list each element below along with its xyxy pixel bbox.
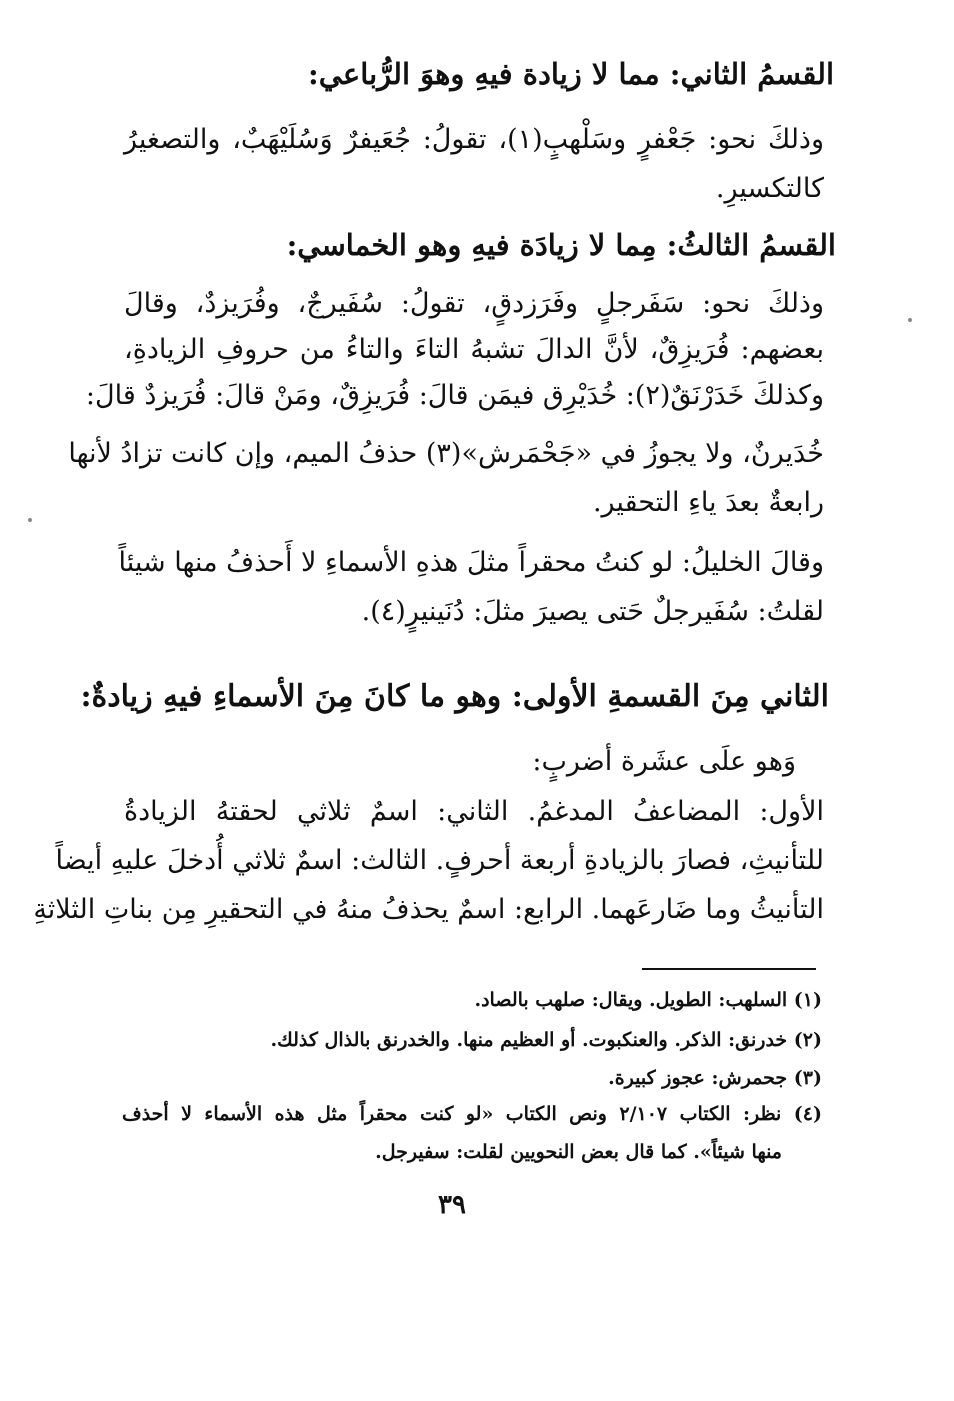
section-3-line-3: وكذلكَ خَدَرْنَقٌ(٢): خُدَيْرِق فيمَن قالَ: فُرَيزِقٌ، ومَنْ قالَ: فُرَيزدٌ قالَ: bbox=[85, 380, 824, 411]
khalil-line-1: وقالَ الخليلُ: لو كنتُ محقراً مثلَ هذهِ الأسماءِ لا أَحذفُ منها شيئاً bbox=[118, 547, 824, 578]
section-3-line-4: خُدَيرنٌ، ولا يجوزُ في «جَحْمَرش»(٣) حذفُ الميم، وإن كانت تزادُ لأنها bbox=[68, 438, 824, 469]
footnote-1: (١) السلهب: الطويل. ويقال: صلهب بالصاد. bbox=[474, 989, 822, 1011]
scan-speck bbox=[28, 518, 32, 522]
section-3-heading: القسمُ الثالثُ: مِما لا زيادَة فيهِ وهو الخماسي: bbox=[286, 228, 836, 262]
part-2-line-2: للتأنيثِ، فصارَ بالزيادةِ أربعة أحرفٍ. الثالث: اسمٌ ثلاثي أُدخلَ عليهِ أيضاً bbox=[55, 845, 824, 876]
part-2-line-3: التأنيثُ وما ضَارعَهما. الرابع: اسمٌ يحذفُ منهُ في التحقيرِ مِن بناتِ الثلاثةِ bbox=[33, 894, 824, 925]
footnote-3: (٣) جحمرش: عجوز كبيرة. bbox=[608, 1067, 822, 1089]
footnote-4-line-1: (٤) نظر: الكتاب ٢/١٠٧ ونص الكتاب «لو كنت محقراً مثل هذه الأسماء لا أحذف bbox=[122, 1103, 822, 1125]
page-number: ٣٩ bbox=[438, 1190, 466, 1220]
part-2-heading: الثاني مِنَ القسمةِ الأولى: وهو ما كانَ مِنَ الأسماءِ فيهِ زيادةٌ: bbox=[80, 679, 829, 714]
section-2-line-2: كالتكسيرِ. bbox=[715, 173, 824, 204]
khalil-line-2: لقلتُ: سُفَيرجلٌ حَتى يصيرَ مثلَ: دُنَينيرٍ(٤). bbox=[361, 596, 824, 627]
section-3-line-5: رابعةٌ بعدَ ياءِ التحقير. bbox=[592, 487, 824, 518]
footnote-4-line-2: منها شيئاً». كما قال بعض النحويين لقلت: سفيرجل. bbox=[375, 1141, 782, 1163]
section-2-heading: القسمُ الثاني: مما لا زيادة فيهِ وهوَ الرُّباعي: bbox=[308, 57, 834, 91]
section-3-line-1: وذلكَ نحو: سَفَرجلٍ وفَرَزدقٍ، تقولُ: سُفَيرجٌ، وفُرَيزدٌ، وقالَ bbox=[124, 288, 824, 319]
footnote-divider bbox=[642, 968, 816, 970]
scan-speck bbox=[908, 318, 912, 322]
part-2-intro: وَهو علَى عشَرة أضربٍ: bbox=[532, 746, 796, 777]
footnote-2: (٢) خدرنق: الذكر. والعنكبوت. أو العظيم منها. والخدرنق بالذال كذلك. bbox=[270, 1029, 822, 1051]
section-3-line-2: بعضهم: فُرَيزِقٌ، لأنَّ الدالَ تشبهُ التاءَ والتاءُ من حروفِ الزيادةِ، bbox=[124, 334, 824, 365]
section-2-line-1: وذلكَ نحو: جَعْفرٍ وسَلْهبٍ(١)، تقولُ: جُعَيفرٌ وَسُلَيْهَبٌ، والتصغيرُ bbox=[124, 124, 824, 155]
part-2-line-1: الأول: المضاعفُ المدغمُ. الثاني: اسمٌ ثلاثي لحقتهُ الزيادةُ bbox=[124, 796, 824, 827]
